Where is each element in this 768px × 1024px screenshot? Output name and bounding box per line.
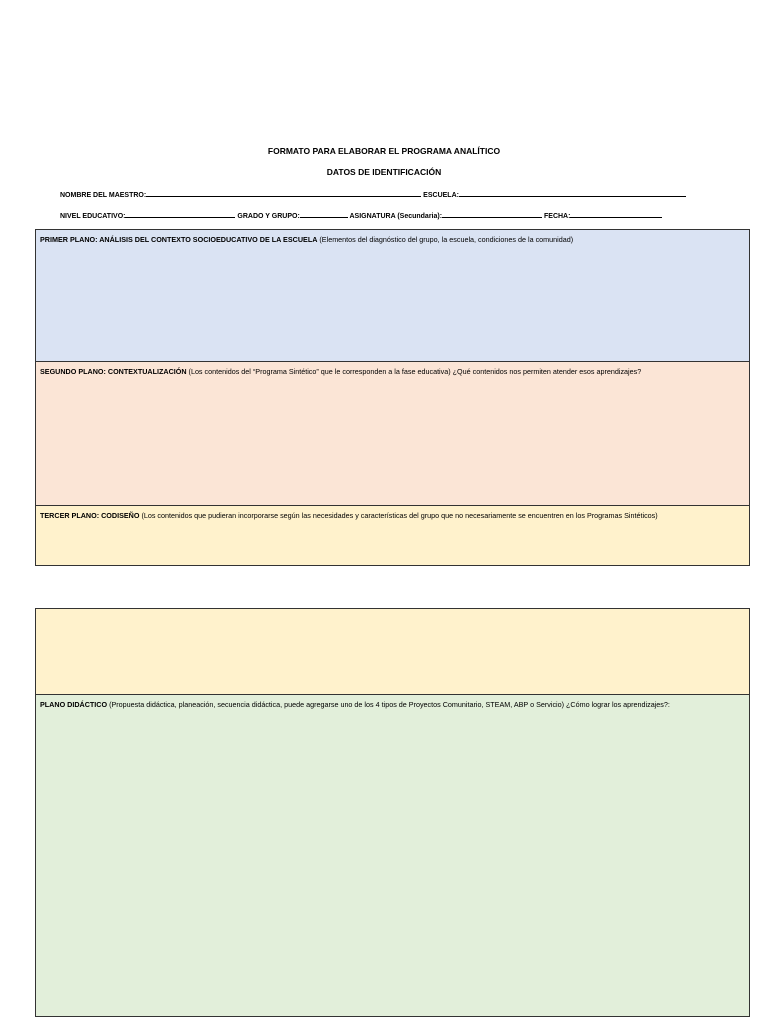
subject-label: ASIGNATURA (Secundaria): <box>349 213 443 220</box>
tercer-plano-heading: TERCER PLANO: CODISEÑO <box>40 511 140 520</box>
teacher-field[interactable] <box>146 189 421 197</box>
document-subtitle: DATOS DE IDENTIFICACIÓN <box>326 167 442 177</box>
id-line-2 <box>60 210 662 220</box>
level-field[interactable] <box>125 210 235 218</box>
primer-plano-section[interactable] <box>36 230 749 361</box>
plano-didactico-heading: PLANO DIDÁCTICO <box>40 700 108 709</box>
grade-field[interactable] <box>300 210 348 218</box>
segundo-plano-heading: SEGUNDO PLANO: CONTEXTUALIZACIÓN <box>40 367 187 376</box>
document-title: FORMATO PARA ELABORAR EL PROGRAMA ANALÍTICO <box>267 146 501 156</box>
subject-field[interactable] <box>442 210 542 218</box>
tercer-plano-description: (Los contenidos que pudieran incorporarse según las necesidades y características del grupo que no necesariamente se encuentren en los Programas Sintéticos) <box>141 511 658 520</box>
level-label: NIVEL EDUCATIVO: <box>60 213 126 220</box>
analysis-table <box>35 229 750 566</box>
teacher-label: NOMBRE DEL MAESTRO: <box>60 192 147 199</box>
tercer-plano-continuation[interactable] <box>36 609 749 694</box>
tercer-plano-section[interactable] <box>36 505 749 565</box>
grade-label: GRADO Y GRUPO: <box>237 213 300 220</box>
segundo-plano-description: (Los contenidos del “Programa Sintético” que le corresponden a la fase educativa) ¿Qué contenidos nos permiten atender esos aprendizajes? <box>188 367 642 376</box>
plano-didactico-section[interactable] <box>36 694 749 1016</box>
id-line-1 <box>60 189 686 199</box>
plano-didactico-description: (Propuesta didáctica, planeación, secuencia didáctica, puede agregarse uno de los 4 tipos de Proyectos Comunitario, STEAM, ABP o Servicio) ¿Cómo lograr los aprendizajes?: <box>109 700 670 709</box>
school-field[interactable] <box>459 189 686 197</box>
didactic-table <box>35 608 750 1017</box>
segundo-plano-section[interactable] <box>36 361 749 505</box>
date-label: FECHA: <box>544 213 571 220</box>
date-field[interactable] <box>570 210 662 218</box>
school-label: ESCUELA: <box>423 192 459 199</box>
primer-plano-description: (Elementos del diagnóstico del grupo, la escuela, condiciones de la comunidad) <box>319 235 574 244</box>
primer-plano-heading: PRIMER PLANO: ANÁLISIS DEL CONTEXTO SOCIOEDUCATIVO DE LA ESCUELA <box>40 235 318 244</box>
